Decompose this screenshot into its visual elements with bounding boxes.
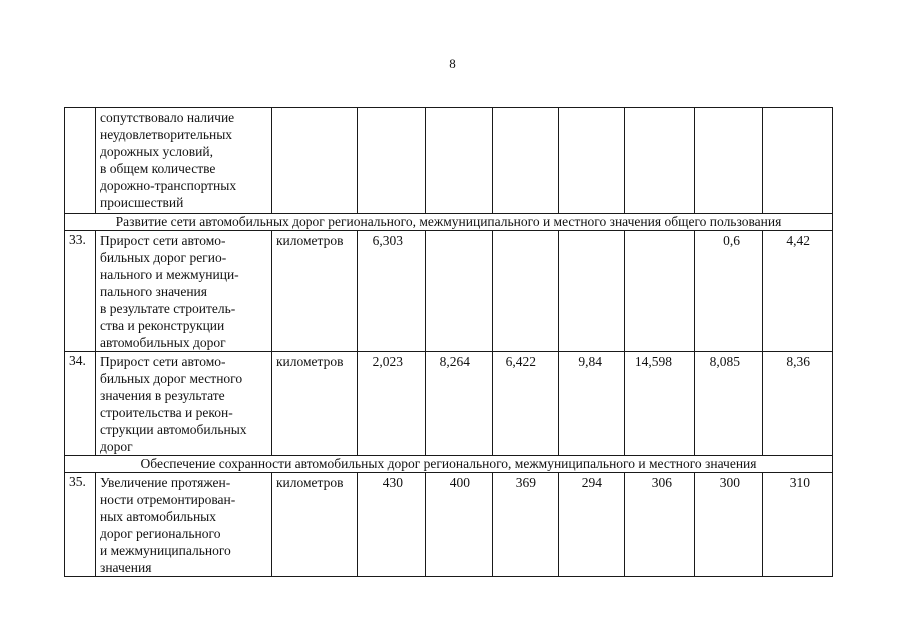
cell-indicator-name [96, 352, 272, 456]
value-cell: 300 [695, 473, 763, 577]
unit-cell: километров [272, 352, 358, 456]
indicator-name-text: Увеличение протяжен- ности отремонтирован- ных автомобильных дорог регионального и межмуниципального значения [100, 475, 236, 575]
table-row-continued [65, 108, 833, 214]
value-cell [559, 231, 625, 352]
page-number: 8 [449, 56, 456, 71]
cell-unit [272, 108, 358, 214]
value-cell: 430 [358, 473, 426, 577]
section-title: Развитие сети автомобильных дорог регионального, межмуниципального и местного значения общего пользования [65, 214, 833, 231]
row-number: 34. [65, 352, 96, 456]
indicator-name-text: Прирост сети автомо- бильных дорог местного значения в результате строительства и рекон- струкции автомобильных дорог [100, 354, 247, 454]
table-row [65, 473, 833, 577]
cell-indicator-name [96, 231, 272, 352]
row-number: 35. [65, 473, 96, 577]
section-title: Обеспечение сохранности автомобильных дорог регионального, межмуниципального и местного значения [65, 456, 833, 473]
cell-value [763, 108, 833, 214]
value-cell [426, 231, 493, 352]
table-row [65, 231, 833, 352]
value-cell: 294 [559, 473, 625, 577]
value-cell: 0,6 [695, 231, 763, 352]
cell-indicator-name [96, 473, 272, 577]
value-cell: 306 [625, 473, 695, 577]
value-cell: 14,598 [625, 352, 695, 456]
row-number: 33. [65, 231, 96, 352]
value-cell: 8,36 [763, 352, 833, 456]
section-header-row [65, 456, 833, 473]
value-cell: 369 [493, 473, 559, 577]
value-cell: 310 [763, 473, 833, 577]
value-cell: 6,422 [493, 352, 559, 456]
value-cell: 8,264 [426, 352, 493, 456]
cell-value [625, 108, 695, 214]
cell-value [559, 108, 625, 214]
indicators-table [64, 107, 833, 577]
cell-indicator-name [96, 108, 272, 214]
indicator-name-text: сопутствовало наличие неудовлетворительных дорожных условий, в общем количестве дорожно-транспортных происшествий [100, 110, 237, 210]
value-cell: 8,085 [695, 352, 763, 456]
value-cell [625, 231, 695, 352]
value-cell: 2,023 [358, 352, 426, 456]
cell-value [493, 108, 559, 214]
indicator-name-text: Прирост сети автомо- бильных дорог регио- нального и межмуници- пального значения в результате строитель- ства и реконструкции автомобильных дорог [100, 233, 239, 350]
value-cell: 4,42 [763, 231, 833, 352]
cell-value [358, 108, 426, 214]
cell-num [65, 108, 96, 214]
value-cell: 6,303 [358, 231, 426, 352]
table-row [65, 352, 833, 456]
value-cell: 9,84 [559, 352, 625, 456]
value-cell: 400 [426, 473, 493, 577]
value-cell [493, 231, 559, 352]
cell-value [695, 108, 763, 214]
unit-cell: километров [272, 231, 358, 352]
unit-cell: километров [272, 473, 358, 577]
section-header-row [65, 214, 833, 231]
cell-value [426, 108, 493, 214]
